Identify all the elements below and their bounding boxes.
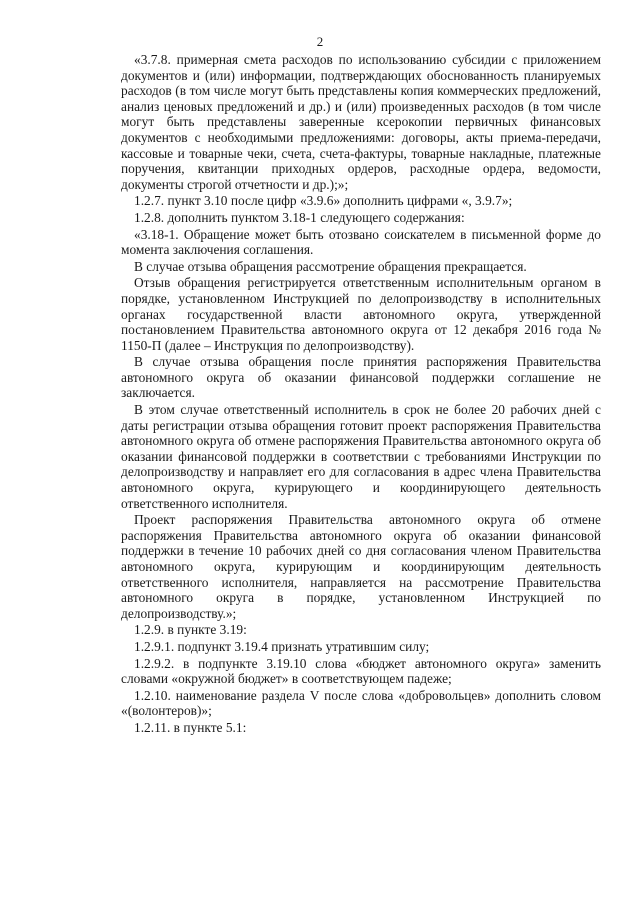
paragraph-executor-draft: В этом случае ответственный исполнитель в срок не более 20 рабочих дней с даты регистрации отзыва обращения готовит проект распоряжения Правительства автономного округа об отмене распоряжения Правительства автономного округа об оказании финансовой поддержки в соответствии с требованиями Инструкции по делопроизводству и направляет его для согласования в адрес члена Правительства автономного округа, курирующего и координирующего деятельность ответственного исполнителя.: [121, 402, 601, 511]
paragraph-withdrawal-registration: Отзыв обращения регистрируется ответственным исполнительным органом в порядке, установленном Инструкцией по делопроизводству в исполнительных органах государственной власти автономного округа, утвержденной постановлением Правительства автономного округа от 12 декабря 2016 года № 1150-П (далее – Инструкция по делопроизводству).: [121, 275, 601, 353]
paragraph-1-2-9-1: 1.2.9.1. подпункт 3.19.4 признать утратившим силу;: [134, 638, 430, 654]
paragraph-withdrawal-termination: В случае отзыва обращения рассмотрение обращения прекращается.: [134, 258, 527, 274]
paragraph-1-2-8: 1.2.8. дополнить пунктом 3.18-1 следующего содержания:: [134, 209, 465, 225]
paragraph-1-2-9: 1.2.9. в пункте 3.19:: [134, 622, 247, 638]
document-body: [121, 52, 601, 737]
page-number: 2: [316, 34, 324, 49]
paragraph-1-2-10: 1.2.10. наименование раздела V после слова «добровольцев» дополнить словом «(волонтеров)»;: [121, 687, 601, 719]
paragraph-1-2-7: 1.2.7. пункт 3.10 после цифр «3.9.6» дополнить цифрами «, 3.9.7»;: [134, 193, 513, 209]
paragraph-draft-review: Проект распоряжения Правительства автономного округа об отмене распоряжения Правительства автономного округа об оказании финансовой поддержки в течение 10 рабочих дней со дня согласования членом Правительства автономного округа, курирующим и координирующим деятельность ответственного исполнителя, направляется на рассмотрение Правительства автономного округа в порядке, установленном Инструкцией по делопроизводству.»;: [121, 512, 601, 621]
paragraph-1-2-9-2: 1.2.9.2. в подпункте 3.19.10 слова «бюджет автономного округа» заменить словами «окружной бюджет» в соответствующем падеже;: [121, 655, 601, 687]
paragraph-3-18-1: «3.18-1. Обращение может быть отозвано соискателем в письменной форме до момента заключения соглашения.: [121, 226, 601, 258]
paragraph-3-7-8: «3.7.8. примерная смета расходов по использованию субсидии с приложением документов и (или) информации, подтверждающих обоснованность планируемых расходов (в том числе могут быть представлены копия коммерческих предложений, анализ ценовых предложений и др.) и (или) произведенных расходов (в том числе могут быть представлены заверенные ксерокопии первичных финансовых документов с необходимыми предложениями: договоры, акты приема-передачи, кассовые и товарные чеки, счета, счета-фактуры, товарные накладные, платежные поручения, квитанции приходных ордеров, расходные ордера, ведомости, документы строгой отчетности и др.);»;: [121, 52, 601, 192]
paragraph-1-2-11: 1.2.11. в пункте 5.1:: [134, 719, 247, 735]
paragraph-withdrawal-after-order: В случае отзыва обращения после принятия распоряжения Правительства автономного округа об оказании финансовой поддержки соглашение не заключается.: [121, 354, 601, 401]
